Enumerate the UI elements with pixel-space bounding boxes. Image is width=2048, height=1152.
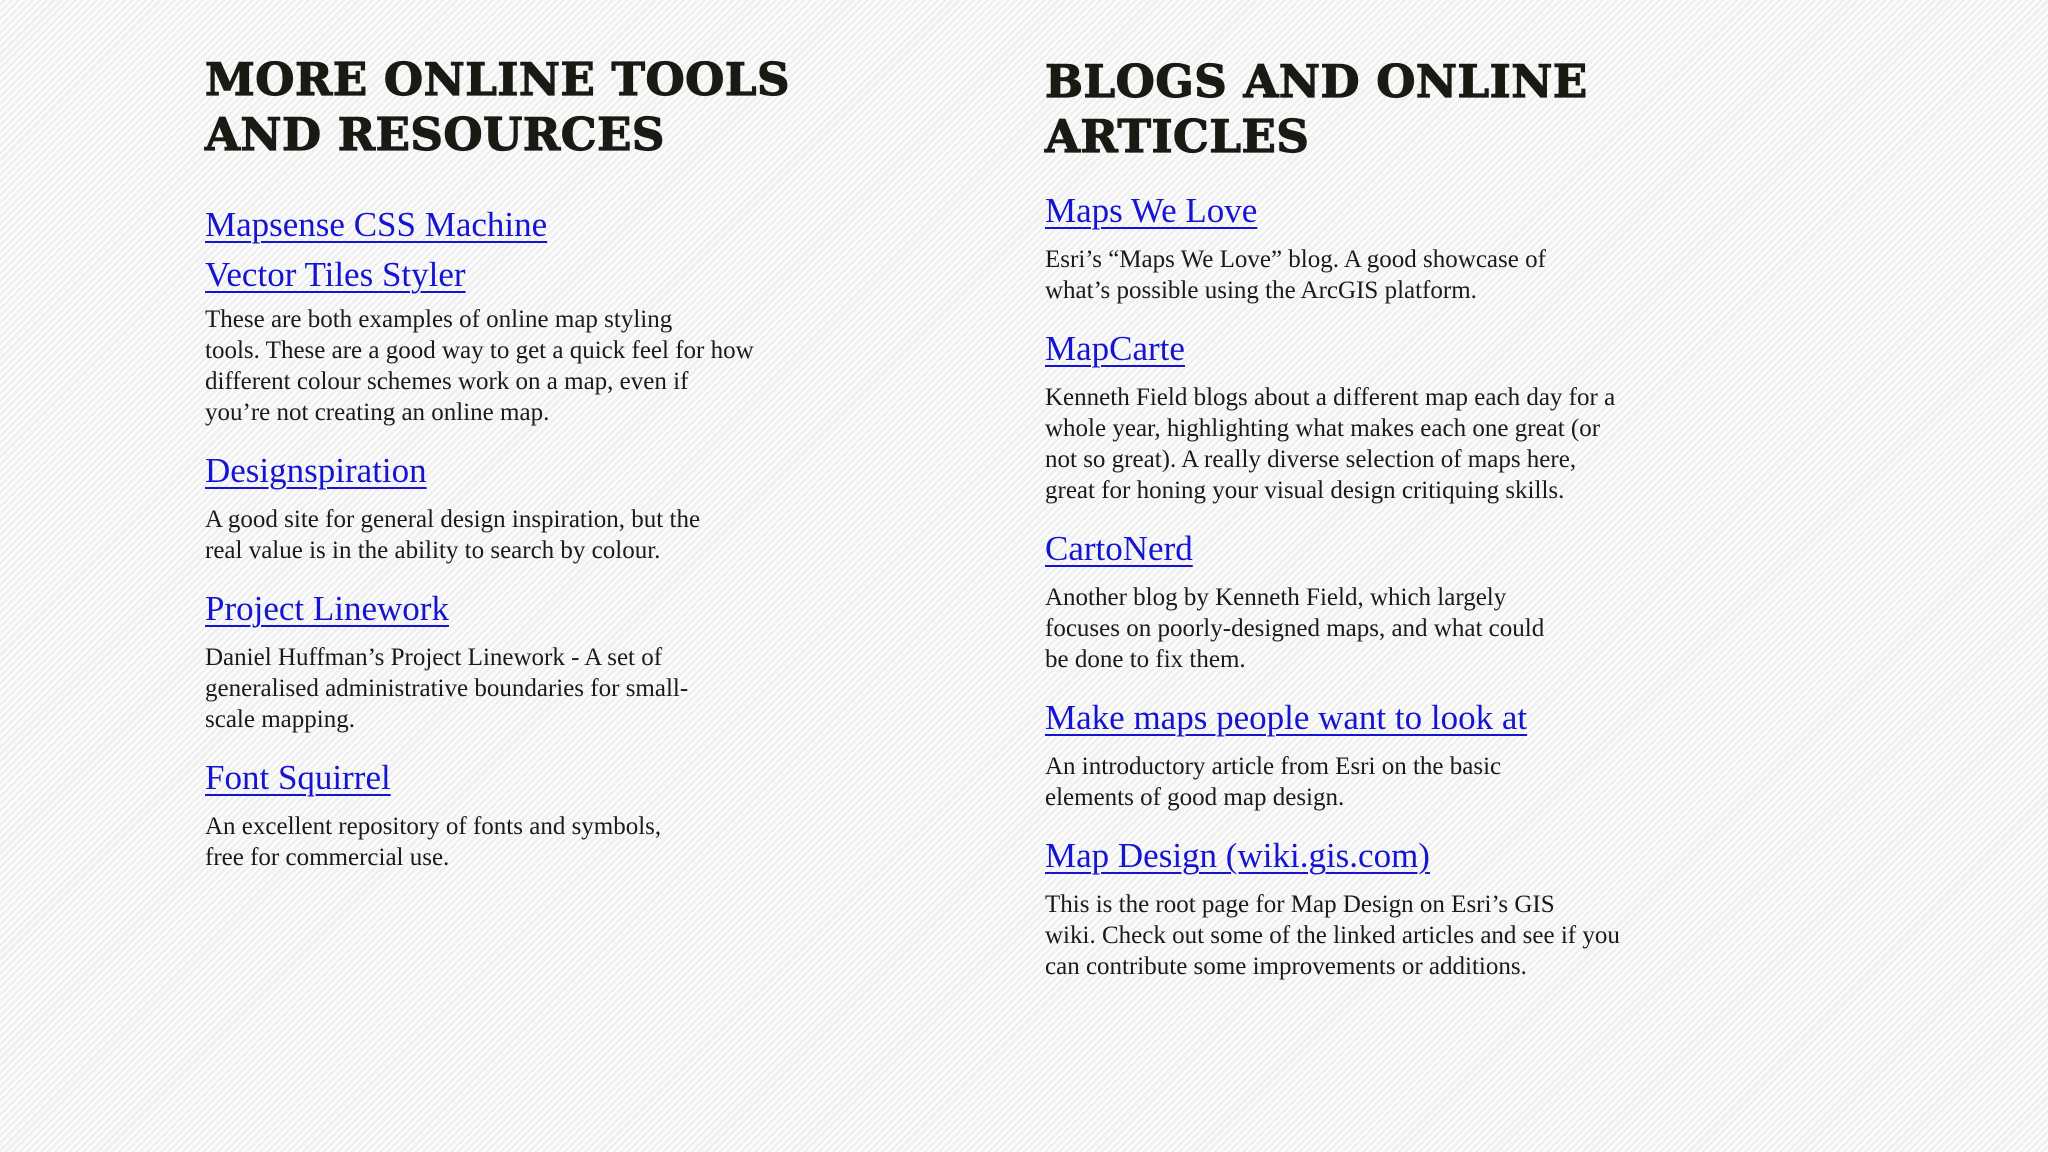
link-mapsense-css-machine[interactable]: Mapsense CSS Machine <box>205 205 548 244</box>
left-column <box>205 52 865 873</box>
link-make-maps-block <box>1045 697 1745 813</box>
cartonerd-description: Another blog by Kenneth Field, which largely focuses on poorly-designed maps, and what could be done to fix them. <box>1045 584 1545 673</box>
maps-we-love-description: Esri’s “Maps We Love” blog. A good showcase of what’s possible using the ArcGIS platform. <box>1045 246 1546 304</box>
link-mapsense-block <box>205 204 865 254</box>
link-vector-tiles-block <box>205 254 865 428</box>
link-maps-we-love-block <box>1045 190 1745 306</box>
link-cartonerd-block <box>1045 528 1745 675</box>
link-mapcarte[interactable]: MapCarte <box>1045 329 1185 368</box>
link-vector-tiles-styler[interactable]: Vector Tiles Styler <box>205 255 466 294</box>
link-font-squirrel[interactable]: Font Squirrel <box>205 758 391 797</box>
right-column <box>1045 54 1745 1004</box>
link-make-maps-people-want[interactable]: Make maps people want to look at <box>1045 698 1528 737</box>
blogs-heading-line1: BLOGS AND ONLINE <box>1045 55 1588 108</box>
link-designspiration-block <box>205 450 865 566</box>
link-maps-we-love[interactable]: Maps We Love <box>1045 191 1258 230</box>
vector-tiles-description: These are both examples of online map styling tools. These are a good way to get a quick feel for how different colour schemes work on a map, even if you’re not creating an online map. <box>205 306 754 426</box>
font-squirrel-description: An excellent repository of fonts and symbols, free for commercial use. <box>205 813 662 871</box>
link-mapcarte-block <box>1045 328 1745 506</box>
map-design-wiki-description: This is the root page for Map Design on Esri’s GIS wiki. Check out some of the linked articles and see if you can contribute some improvements or additions. <box>1045 891 1620 980</box>
tools-heading-line1: MORE ONLINE TOOLS <box>205 53 791 106</box>
link-project-linework[interactable]: Project Linework <box>205 589 449 628</box>
mapcarte-description: Kenneth Field blogs about a different map each day for a whole year, highlighting what makes each one great (or not so great). A really diverse selection of maps here, great for honing your visual design critiquing skills. <box>1045 384 1616 504</box>
link-project-linework-block <box>205 588 865 735</box>
link-designspiration[interactable]: Designspiration <box>205 451 427 490</box>
blogs-heading <box>1045 54 1745 164</box>
blogs-heading-line2: ARTICLES <box>1045 110 1310 163</box>
link-cartonerd[interactable]: CartoNerd <box>1045 529 1193 568</box>
project-linework-description: Daniel Huffman’s Project Linework - A set of generalised administrative boundaries for small- scale mapping. <box>205 644 689 733</box>
link-font-squirrel-block <box>205 757 865 873</box>
tools-heading <box>205 52 865 162</box>
link-map-design-wiki[interactable]: Map Design (wiki.gis.com) <box>1045 836 1430 875</box>
make-maps-description: An introductory article from Esri on the basic elements of good map design. <box>1045 753 1502 811</box>
link-map-design-wiki-block <box>1045 835 1745 982</box>
tools-heading-line2: AND RESOURCES <box>205 108 665 161</box>
designspiration-description: A good site for general design inspiration, but the real value is in the ability to search by colour. <box>205 506 701 564</box>
